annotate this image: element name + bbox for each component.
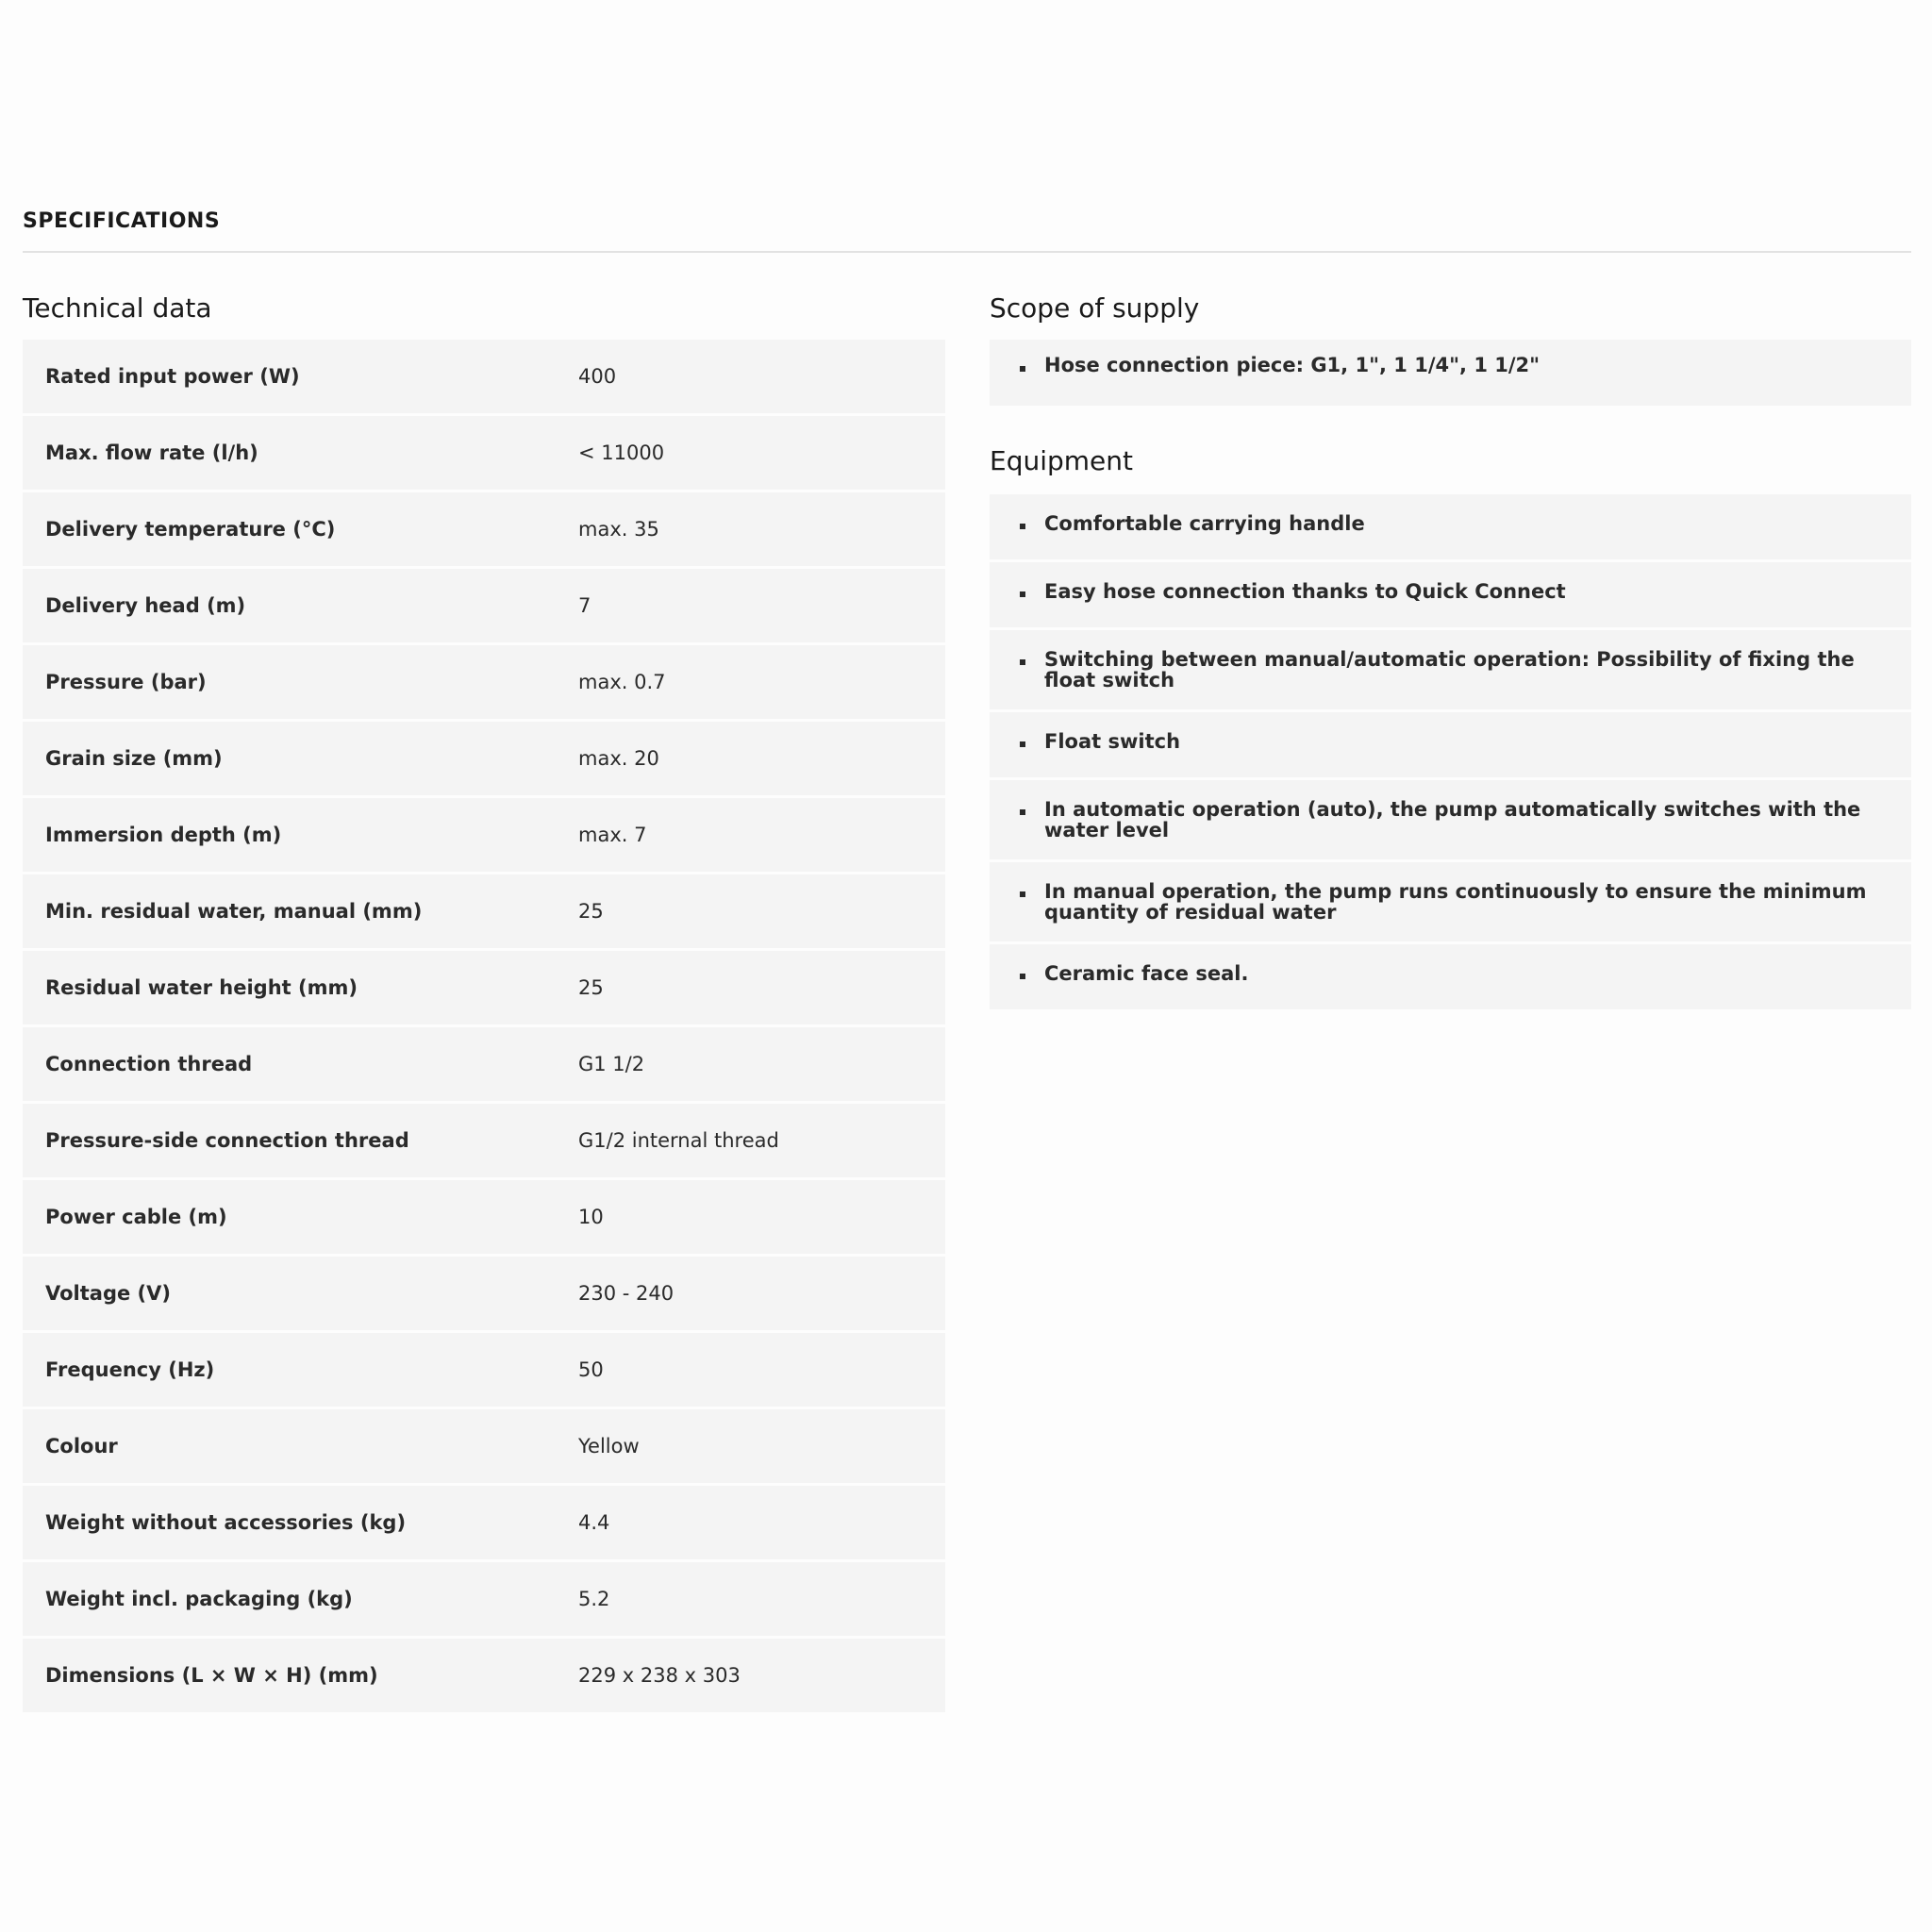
spec-value: 25 <box>578 900 604 923</box>
technical-data-rows <box>23 340 945 1712</box>
scope-of-supply-heading: Scope of supply <box>990 292 1200 324</box>
table-row <box>23 1104 945 1177</box>
spec-label: Weight without accessories (kg) <box>45 1511 407 1534</box>
spec-value: 10 <box>578 1206 604 1228</box>
list-item: In automatic operation (auto), the pump automatically switches with the water level <box>990 780 1911 859</box>
spec-label: Weight incl. packaging (kg) <box>45 1588 353 1610</box>
list-item: Comfortable carrying handle <box>990 494 1911 559</box>
spec-label: Delivery temperature (°C) <box>45 518 336 541</box>
spec-value: 50 <box>578 1358 604 1381</box>
spec-label: Pressure-side connection thread <box>45 1129 409 1152</box>
table-row <box>23 1409 945 1483</box>
list-item: Ceramic face seal. <box>990 944 1911 1009</box>
spec-label: Frequency (Hz) <box>45 1358 215 1381</box>
equipment-list <box>990 494 1911 1009</box>
spec-label: Immersion depth (m) <box>45 824 282 846</box>
spec-label: Connection thread <box>45 1053 253 1075</box>
spec-label: Power cable (m) <box>45 1206 227 1228</box>
spec-value: max. 7 <box>578 824 647 846</box>
spec-value: G1 1/2 <box>578 1053 645 1075</box>
table-row <box>23 722 945 795</box>
spec-label: Pressure (bar) <box>45 671 207 693</box>
spec-value: max. 20 <box>578 747 659 770</box>
table-row <box>23 416 945 490</box>
spec-label: Residual water height (mm) <box>45 976 358 999</box>
spec-label: Voltage (V) <box>45 1282 171 1305</box>
supply-equipment-column <box>990 291 1911 1012</box>
spec-value: 4.4 <box>578 1511 610 1534</box>
table-row <box>23 492 945 566</box>
table-row <box>23 1257 945 1330</box>
table-row <box>23 874 945 948</box>
table-row <box>23 645 945 719</box>
spec-value: 229 x 238 x 303 <box>578 1664 741 1687</box>
table-row <box>23 1180 945 1254</box>
spec-label: Rated input power (W) <box>45 365 300 388</box>
list-item: Easy hose connection thanks to Quick Connect <box>990 562 1911 627</box>
spec-value: max. 0.7 <box>578 671 666 693</box>
spec-label: Delivery head (m) <box>45 594 246 617</box>
spec-label: Max. flow rate (l/h) <box>45 441 258 464</box>
equipment-heading: Equipment <box>990 445 1133 476</box>
section-divider <box>23 251 1911 253</box>
list-item: Float switch <box>990 712 1911 777</box>
spec-value: 5.2 <box>578 1588 610 1610</box>
list-item: Switching between manual/automatic operation: Possibility of fixing the float switch <box>990 630 1911 709</box>
table-row <box>23 951 945 1024</box>
table-row <box>23 1027 945 1101</box>
table-row <box>23 1562 945 1636</box>
spec-value: 230 - 240 <box>578 1282 675 1305</box>
specifications-title: SPECIFICATIONS <box>23 209 221 233</box>
spec-value: G1/2 internal thread <box>578 1129 779 1152</box>
technical-data-table <box>23 337 945 1715</box>
spec-value: Yellow <box>578 1435 640 1457</box>
list-item: In manual operation, the pump runs continuously to ensure the minimum quantity of residual water <box>990 862 1911 941</box>
technical-data-heading: Technical data <box>23 292 212 324</box>
spec-value: < 11000 <box>578 441 665 464</box>
table-row <box>23 1486 945 1559</box>
spec-value: 400 <box>578 365 617 388</box>
spec-label: Colour <box>45 1435 118 1457</box>
spec-value: 25 <box>578 976 604 999</box>
table-row <box>23 798 945 872</box>
table-row <box>23 1639 945 1712</box>
spec-label: Grain size (mm) <box>45 747 223 770</box>
table-row <box>23 340 945 413</box>
spec-label: Dimensions (L × W × H) (mm) <box>45 1664 378 1687</box>
list-item: Hose connection piece: G1, 1", 1 1/4", 1 1/2" <box>990 340 1911 406</box>
table-row <box>23 1333 945 1407</box>
table-row <box>23 569 945 642</box>
technical-data-column <box>23 291 945 1715</box>
spec-value: 7 <box>578 594 591 617</box>
spec-label: Min. residual water, manual (mm) <box>45 900 423 923</box>
spec-value: max. 35 <box>578 518 659 541</box>
scope-of-supply-list <box>990 340 1911 406</box>
